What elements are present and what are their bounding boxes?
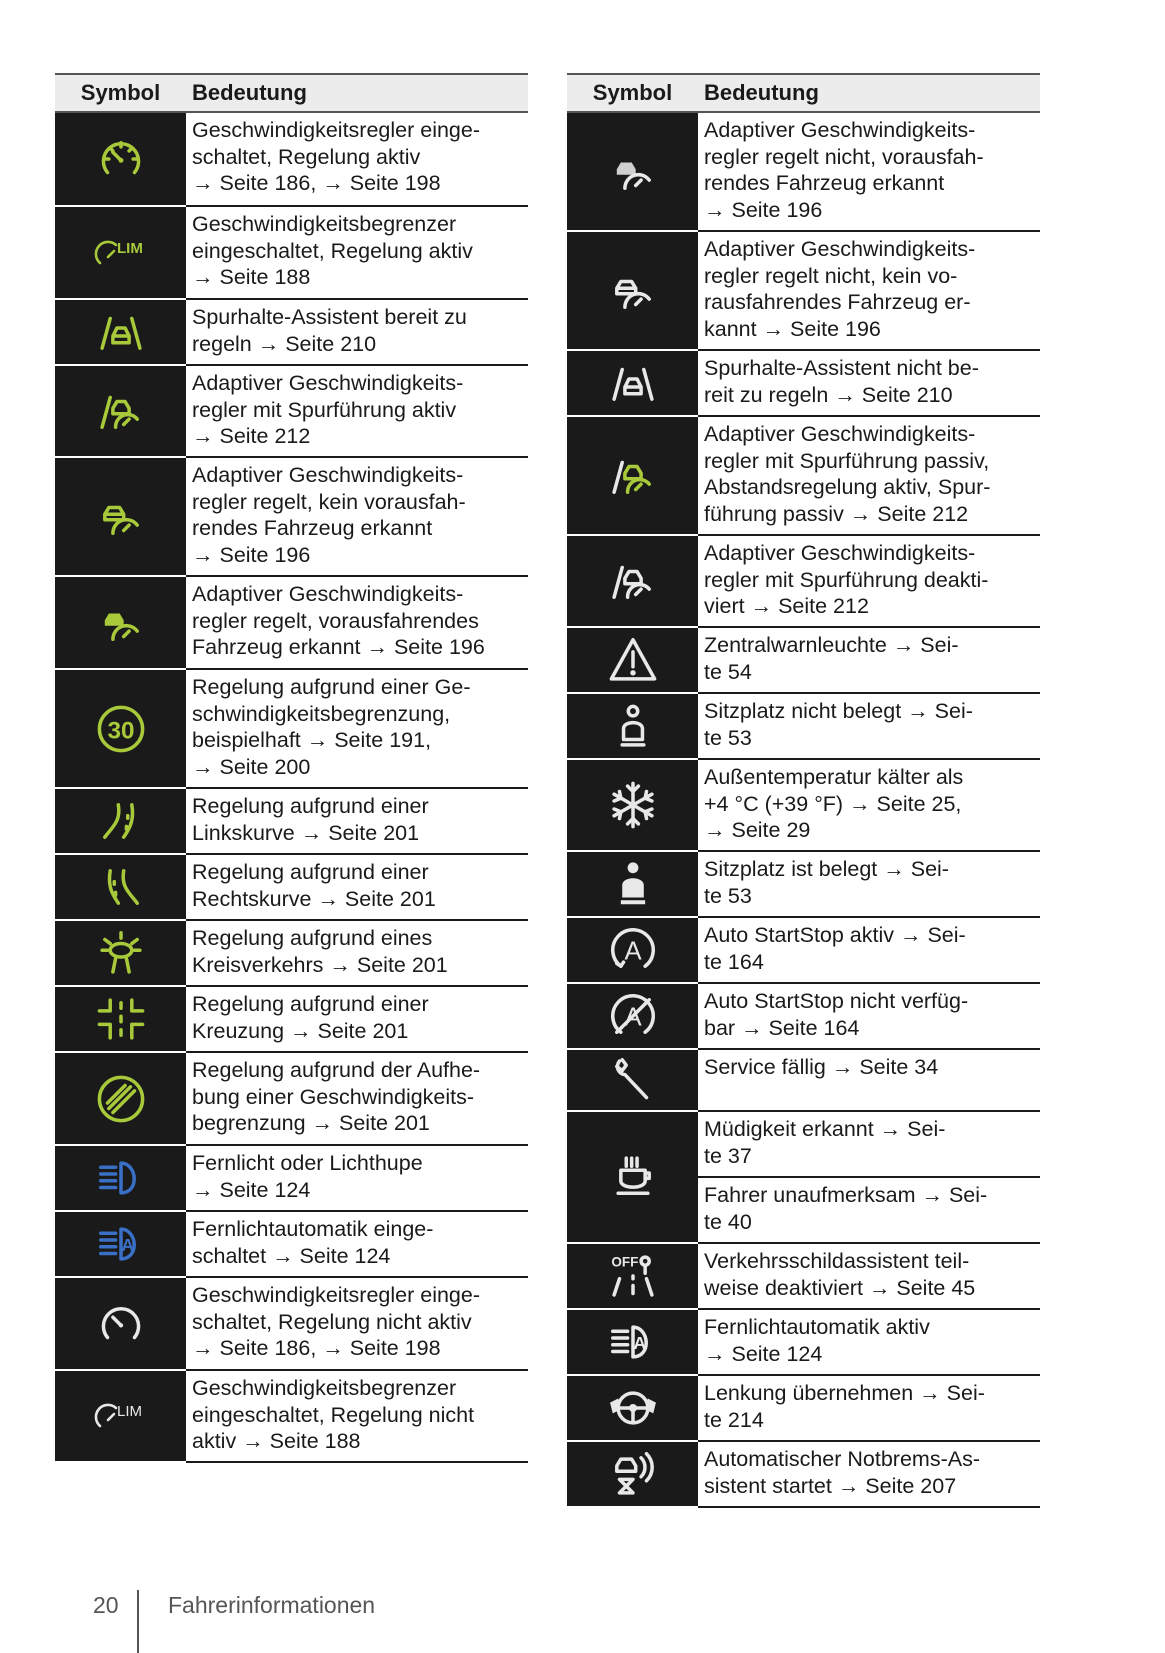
auto-start-stop-unavailable-icon	[567, 984, 698, 1050]
header-meaning: Bedeutung	[704, 80, 819, 105]
table-row	[55, 113, 528, 207]
row-meaning: Sitzplatz nicht belegt → Sei- te 53	[698, 694, 1040, 760]
adaptive-cruise-vehicle-inactive-icon	[567, 113, 698, 232]
row-meaning: Müdigkeit erkannt → Sei- te 37	[698, 1112, 1040, 1178]
table-row	[55, 987, 528, 1053]
svg-text:LIM: LIM	[116, 1403, 142, 1420]
footer-divider	[137, 1590, 139, 1653]
row-meaning: Regelung aufgrund eines Kreisverkehrs → Seite 201	[186, 921, 528, 987]
table-row	[567, 628, 1040, 694]
table-row	[567, 1112, 1040, 1244]
table-row	[55, 1371, 528, 1463]
adaptive-cruise-lane-icon	[55, 366, 186, 458]
lane-keeping-inactive-icon	[567, 351, 698, 417]
table-row	[567, 113, 1040, 232]
row-meaning: Spurhalte-Assistent bereit zu regeln → Seite 210	[186, 300, 528, 366]
auto-high-beam-active-icon	[567, 1310, 698, 1376]
adaptive-cruise-vehicle-icon	[55, 577, 186, 670]
table-row	[567, 417, 1040, 536]
table-row	[55, 855, 528, 921]
svg-text:OFF: OFF	[610, 1254, 638, 1270]
section-title: Fahrerinformationen	[168, 1592, 376, 1618]
row-meaning: Automatischer Notbrems-As- sistent startet → Seite 207	[698, 1442, 1040, 1508]
row-meaning: Geschwindigkeitsregler einge- schaltet, Regelung nicht aktiv → Seite 186, → Seite 198	[186, 1278, 528, 1371]
table-row	[55, 577, 528, 670]
adaptive-cruise-icon	[55, 458, 186, 577]
table-row	[55, 789, 528, 855]
table-row	[567, 536, 1040, 628]
auto-high-beam-icon	[55, 1212, 186, 1278]
row-meaning: Regelung aufgrund einer Rechtskurve → Seite 201	[186, 855, 528, 921]
table-row	[55, 1212, 528, 1278]
row-meaning: Adaptiver Geschwindigkeits- regler mit Spurführung deakti- viert → Seite 212	[698, 536, 1040, 628]
table-row	[567, 918, 1040, 984]
row-meaning: Adaptiver Geschwindigkeits- regler regelt nicht, vorausfah- rendes Fahrzeug erkannt → Seite 196	[698, 113, 1040, 232]
row-meaning: Regelung aufgrund einer Linkskurve → Seite 201	[186, 789, 528, 855]
row-meaning: Service fällig → Seite 34	[698, 1050, 1040, 1112]
row-meaning: Adaptiver Geschwindigkeits- regler regelt, vorausfahrendes Fahrzeug erkannt → Seite 196	[186, 577, 528, 670]
speed-limit-30-icon	[55, 670, 186, 789]
row-meaning: Adaptiver Geschwindigkeits- regler regelt nicht, kein vo- rausfahrendes Fahrzeug er- kannt → Seite 196	[698, 232, 1040, 351]
header-symbol: Symbol	[80, 80, 161, 105]
row-meaning: Adaptiver Geschwindigkeits- regler mit Spurführung aktiv → Seite 212	[186, 366, 528, 458]
svg-text:A: A	[623, 937, 642, 966]
table-row	[55, 1053, 528, 1146]
table-row	[567, 351, 1040, 417]
intersection-icon	[55, 987, 186, 1053]
row-meaning: Verkehrsschildassistent teil- weise deaktiviert → Seite 45	[698, 1244, 1040, 1310]
adaptive-cruise-inactive-icon	[567, 232, 698, 351]
table-row	[55, 366, 528, 458]
table-row	[55, 1278, 528, 1371]
row-meaning: Regelung aufgrund einer Ge- schwindigkeitsbegrenzung, beispielhaft → Seite 191, → Seite 200	[186, 670, 528, 789]
emergency-brake-assist-icon	[567, 1442, 698, 1508]
table-row	[567, 760, 1040, 852]
svg-text:A: A	[623, 1003, 642, 1032]
table-row	[567, 984, 1040, 1050]
symbol-table-right	[567, 73, 1040, 1508]
table-row	[567, 232, 1040, 351]
row-meaning: Regelung aufgrund der Aufhe- bung einer Geschwindigkeits- begrenzung → Seite 201	[186, 1053, 528, 1146]
table-row	[567, 1376, 1040, 1442]
roundabout-icon	[55, 921, 186, 987]
lane-keeping-icon	[55, 300, 186, 366]
header-symbol: Symbol	[592, 80, 673, 105]
row-meaning: Geschwindigkeitsbegrenzer eingeschaltet, Regelung aktiv → Seite 188	[186, 207, 528, 300]
high-beam-icon	[55, 1146, 186, 1212]
row-meaning: Lenkung übernehmen → Sei- te 214	[698, 1376, 1040, 1442]
header-meaning: Bedeutung	[192, 80, 307, 105]
row-meaning: Adaptiver Geschwindigkeits- regler regelt, kein vorausfah- rendes Fahrzeug erkannt → Seite 196	[186, 458, 528, 577]
snowflake-icon	[567, 760, 698, 852]
row-meaning: Fahrer unaufmerksam → Sei- te 40	[698, 1178, 1040, 1244]
row-meaning: Spurhalte-Assistent nicht be- reit zu regeln → Seite 210	[698, 351, 1040, 417]
row-meaning: Sitzplatz ist belegt → Sei- te 53	[698, 852, 1040, 918]
table-row	[567, 852, 1040, 918]
symbol-table-left	[55, 73, 528, 1463]
row-meaning: Geschwindigkeitsbegrenzer eingeschaltet, Regelung nicht aktiv → Seite 188	[186, 1371, 528, 1463]
page-number: 20	[93, 1592, 119, 1618]
svg-text:A: A	[120, 1234, 134, 1255]
row-meaning: Fernlichtautomatik einge- schaltet → Seite 124	[186, 1212, 528, 1278]
table-row	[55, 1146, 528, 1212]
row-meaning: Adaptiver Geschwindigkeits- regler mit Spurführung passiv, Abstandsregelung aktiv, Spur- führung passiv → Seite 212	[698, 417, 1040, 536]
wrench-icon	[567, 1050, 698, 1112]
svg-text:LIM: LIM	[116, 239, 143, 257]
adaptive-cruise-lane-passive-icon	[567, 417, 698, 536]
table-row	[567, 694, 1040, 760]
coffee-cup-icon	[567, 1112, 698, 1244]
row-meaning: Auto StartStop nicht verfüg- bar → Seite 164	[698, 984, 1040, 1050]
row-meaning: Fernlichtautomatik aktiv → Seite 124	[698, 1310, 1040, 1376]
table-row	[55, 921, 528, 987]
right-curve-icon	[55, 855, 186, 921]
end-of-limit-icon	[55, 1053, 186, 1146]
table-row	[567, 1244, 1040, 1310]
seat-empty-icon	[567, 694, 698, 760]
table-header	[567, 73, 1040, 113]
warning-triangle-icon	[567, 628, 698, 694]
speed-limiter-icon	[55, 207, 186, 300]
speedometer-inactive-icon	[55, 1278, 186, 1371]
auto-start-stop-icon	[567, 918, 698, 984]
row-meaning: Außentemperatur kälter als +4 °C (+39 °F) → Seite 25, → Seite 29	[698, 760, 1040, 852]
table-row	[567, 1050, 1040, 1112]
row-meaning: Zentralwarnleuchte → Sei- te 54	[698, 628, 1040, 694]
row-meaning: Geschwindigkeitsregler einge- schaltet, Regelung aktiv → Seite 186, → Seite 198	[186, 113, 528, 207]
left-curve-icon	[55, 789, 186, 855]
svg-text:30: 30	[106, 716, 135, 744]
table-row	[567, 1310, 1040, 1376]
svg-text:A: A	[632, 1332, 646, 1353]
seat-occupied-icon	[567, 852, 698, 918]
table-row	[55, 207, 528, 300]
traffic-sign-assist-off-icon	[567, 1244, 698, 1310]
table-header	[55, 73, 528, 113]
table-row	[55, 300, 528, 366]
table-row	[567, 1442, 1040, 1508]
speed-limiter-inactive-icon	[55, 1371, 186, 1463]
table-row	[55, 670, 528, 789]
adaptive-cruise-lane-off-icon	[567, 536, 698, 628]
speedometer-icon	[55, 113, 186, 207]
row-meaning: Fernlicht oder Lichthupe → Seite 124	[186, 1146, 528, 1212]
row-meaning: Auto StartStop aktiv → Sei- te 164	[698, 918, 1040, 984]
table-row	[55, 458, 528, 577]
page-footer	[0, 1580, 1165, 1653]
row-meaning: Regelung aufgrund einer Kreuzung → Seite 201	[186, 987, 528, 1053]
steering-wheel-hands-icon	[567, 1376, 698, 1442]
